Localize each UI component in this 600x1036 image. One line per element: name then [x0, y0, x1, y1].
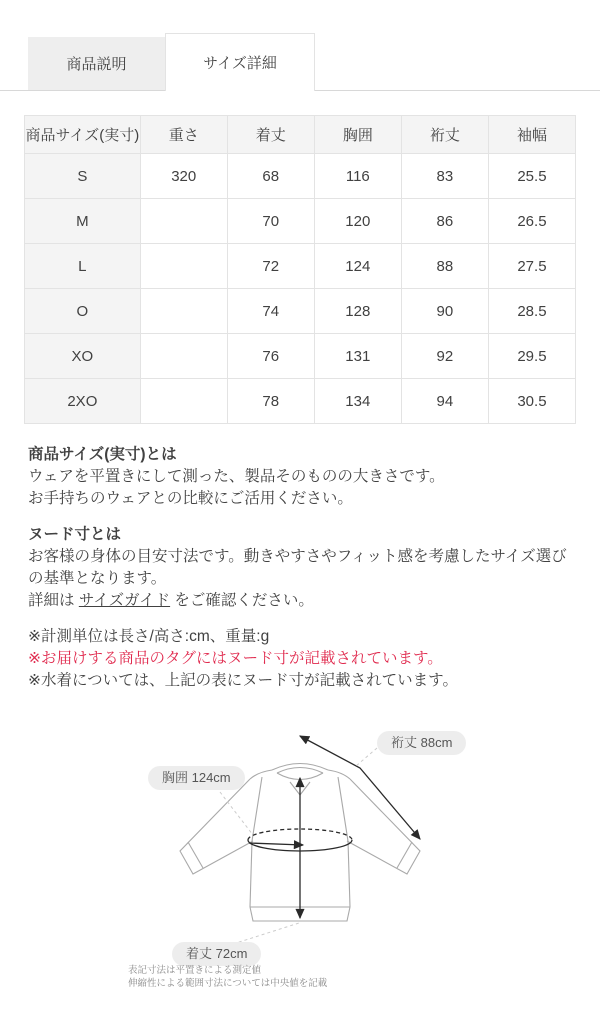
cell-value [140, 379, 227, 424]
cell-value: 116 [314, 154, 401, 199]
diagram-footnotes [128, 964, 327, 990]
cell-value: 26.5 [488, 199, 575, 244]
table-row-o [25, 289, 576, 334]
cell-value: 72 [227, 244, 314, 289]
notes-block [28, 626, 572, 692]
cell-value: 320 [140, 154, 227, 199]
size-label: L [25, 244, 141, 289]
cell-value [140, 334, 227, 379]
table-row-2xo [25, 379, 576, 424]
diagram-footnote-line: 伸縮性による範囲寸法については中央値を記載 [128, 978, 328, 989]
cell-value: 25.5 [488, 154, 575, 199]
section-text-line: の基準となります。 [28, 570, 167, 587]
size-label: O [25, 289, 141, 334]
link-suffix: をご確認ください。 [170, 592, 314, 609]
size-table-header-row [25, 116, 576, 154]
size-label: M [25, 199, 141, 244]
diagram-footnote-line: 表記寸法は平置きによる測定値 [128, 965, 262, 976]
section-heading: 商品サイズ(実寸)とは [28, 446, 177, 463]
cell-value: 27.5 [488, 244, 575, 289]
header-weight: 重さ [140, 116, 227, 154]
section-text-line: お客様の身体の目安寸法です。動きやすさやフィット感を考慮したサイズ選び [28, 548, 567, 565]
link-prefix: 詳細は [28, 592, 79, 609]
body-length-label: 着丈 72cm [172, 942, 261, 966]
cell-value: 120 [314, 199, 401, 244]
cell-value: 134 [314, 379, 401, 424]
header-chest: 胸囲 [314, 116, 401, 154]
header-sleeve-width: 袖幅 [488, 116, 575, 154]
note-measurement-units: ※計測単位は長さ/高さ:cm、重量:g [28, 628, 270, 645]
table-row-m [25, 199, 576, 244]
section-product-size [28, 444, 572, 510]
tab-size-details[interactable]: サイズ詳細 [165, 33, 315, 91]
cell-value [140, 244, 227, 289]
note-tag-nude-size: ※お届けする商品のタグにはヌード寸が記載されています。 [28, 650, 443, 667]
section-text-line [28, 590, 572, 612]
size-table [24, 115, 576, 424]
garment-illustration [0, 702, 600, 1002]
cell-value: 28.5 [488, 289, 575, 334]
tab-product-description[interactable]: 商品説明 [28, 37, 165, 90]
table-row-s [25, 154, 576, 199]
cell-value [140, 199, 227, 244]
section-text-line: お手持ちのウェアとの比較にご活用ください。 [28, 490, 353, 507]
cell-value: 90 [401, 289, 488, 334]
cell-value: 30.5 [488, 379, 575, 424]
table-row-l [25, 244, 576, 289]
size-guide-link[interactable]: サイズガイド [78, 592, 171, 609]
sleeve-length-label: 裄丈 88cm [377, 731, 466, 755]
cell-value: 92 [401, 334, 488, 379]
header-sleeve-length: 裄丈 [401, 116, 488, 154]
header-body-length: 着丈 [227, 116, 314, 154]
size-label: 2XO [25, 379, 141, 424]
cell-value: 78 [227, 379, 314, 424]
table-row-xo [25, 334, 576, 379]
cell-value: 128 [314, 289, 401, 334]
cell-value: 94 [401, 379, 488, 424]
cell-value: 88 [401, 244, 488, 289]
chest-label: 胸囲 124cm [148, 766, 245, 790]
tab-bar [0, 33, 600, 91]
size-label: S [25, 154, 141, 199]
measurement-diagram [0, 702, 600, 1002]
cell-value: 70 [227, 199, 314, 244]
cell-value: 83 [401, 154, 488, 199]
section-heading: ヌード寸とは [28, 526, 122, 543]
cell-value: 76 [227, 334, 314, 379]
cell-value: 68 [227, 154, 314, 199]
size-label: XO [25, 334, 141, 379]
cell-value: 131 [314, 334, 401, 379]
section-text-line: ウェアを平置きにして測った、製品そのものの大きさです。 [28, 468, 445, 485]
cell-value: 74 [227, 289, 314, 334]
cell-value: 29.5 [488, 334, 575, 379]
section-nude-size [28, 524, 572, 612]
cell-value [140, 289, 227, 334]
header-product-size: 商品サイズ(実寸) [25, 116, 141, 154]
note-swimwear: ※水着については、上記の表にヌード寸が記載されています。 [28, 672, 458, 689]
cell-value: 124 [314, 244, 401, 289]
cell-value: 86 [401, 199, 488, 244]
